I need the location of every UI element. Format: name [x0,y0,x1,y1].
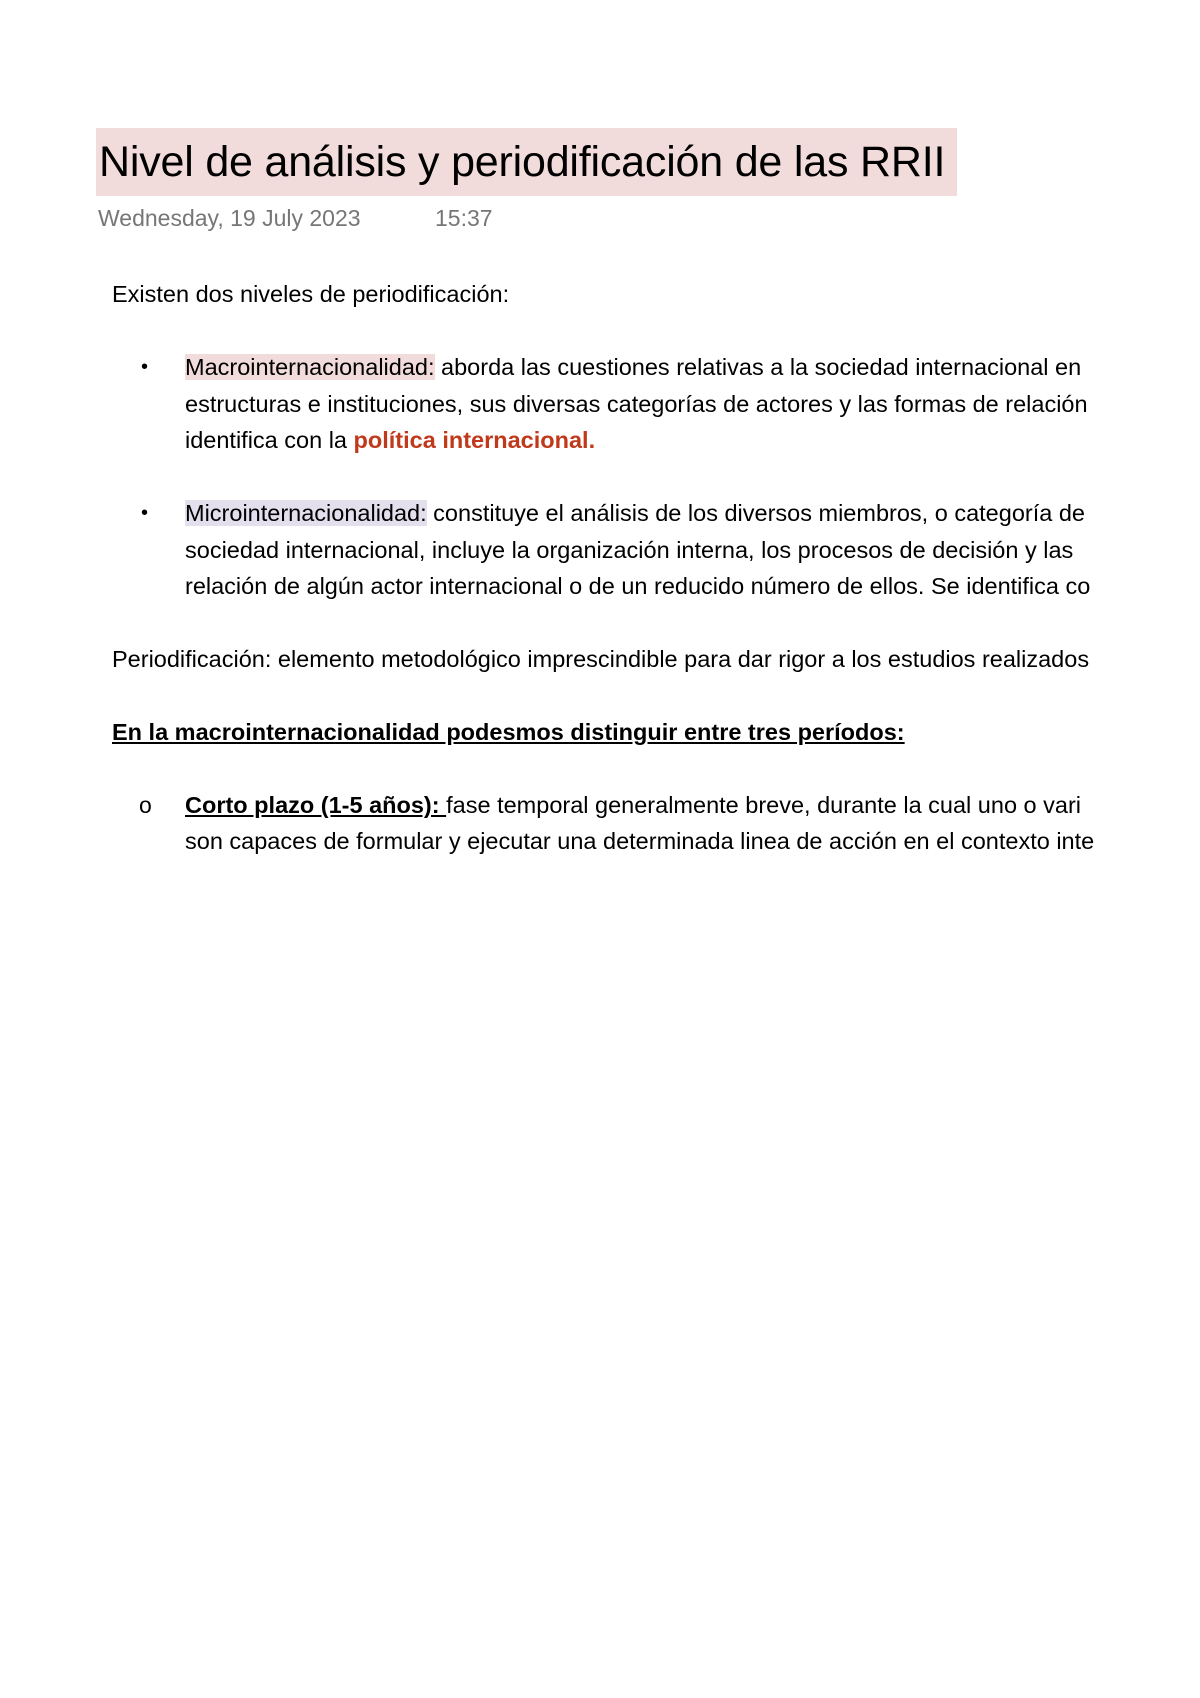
bullet-macro-line1 [185,349,1081,385]
term-microinternacionalidad: Microinternacionalidad: [185,500,427,526]
bullet-marker: • [141,356,149,378]
periodificacion-text: Periodificación: elemento metodológico imprescindible para dar rigor a los estudios realizados [112,646,1090,672]
term-politica-internacional: política internacional. [353,427,596,453]
sub-bullet-corto-text: fase temporal generalmente breve, durante la cual uno o vari [446,792,1082,818]
page-date: Wednesday, 19 July 2023 [98,205,361,231]
bullet-macro-line3 [185,422,595,458]
bullet-micro-text: constituye el análisis de los diversos miembros, o categoría de [426,500,1085,526]
bullet-micro-line3: relación de algún actor internacional o de un reducido número de ellos. Se identifica co [185,573,1091,599]
term-macrointernacionalidad: Macrointernacionalidad: [185,354,435,380]
page-time: 15:37 [435,205,493,231]
section-heading: En la macrointernacionalidad podesmos distinguir entre tres períodos: [112,719,905,745]
title-highlight [96,128,957,196]
bullet-macro-text: aborda las cuestiones relativas a la sociedad internacional en [434,354,1082,380]
bullet-micro-line1 [185,495,1085,531]
bullet-micro-line2: sociedad internacional, incluye la organización interna, los procesos de decisión y las [185,537,1074,563]
page-title: Nivel de análisis y periodificación de las RRII [99,137,946,186]
bullet-macro-line3-text: identifica con la [185,427,354,453]
sub-bullet-marker: o [139,792,152,818]
intro-text: Existen dos niveles de periodificación: [112,281,510,307]
sub-bullet-corto-line2: son capaces de formular y ejecutar una determinada linea de acción en el contexto inte [185,828,1095,854]
term-corto-plazo: Corto plazo (1-5 años): [185,792,447,818]
sub-bullet-corto-line1 [185,787,1081,823]
bullet-marker: • [141,502,149,524]
bullet-macro-line2: estructuras e instituciones, sus diversas categorías de actores y las formas de relación [185,391,1088,417]
